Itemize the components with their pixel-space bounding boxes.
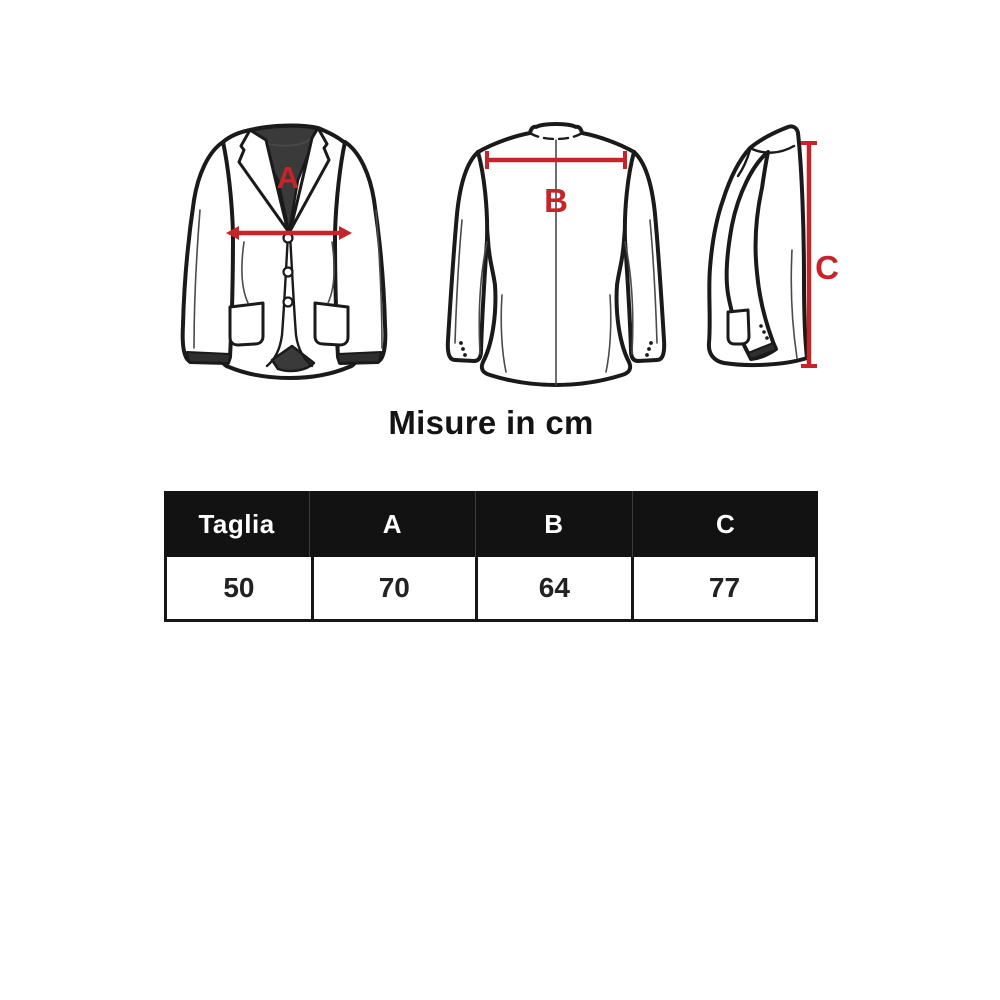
jacket-back-right-sleeve bbox=[625, 152, 664, 361]
jacket-front-right-cuff bbox=[338, 352, 381, 363]
header-cell-a: A bbox=[309, 491, 474, 557]
jacket-back-left-sleeve bbox=[448, 152, 487, 361]
jacket-back-view bbox=[430, 110, 695, 395]
header-cell-c: C bbox=[632, 491, 818, 557]
measure-label-a: A bbox=[276, 160, 300, 195]
measure-label-b: B bbox=[544, 182, 568, 219]
cuff-button bbox=[762, 330, 766, 334]
cell-a: 70 bbox=[311, 557, 475, 619]
button bbox=[284, 298, 293, 307]
cuff-button bbox=[647, 347, 651, 351]
cuff-button bbox=[645, 353, 649, 357]
cuff-button bbox=[463, 353, 467, 357]
header-cell-taglia: Taglia bbox=[198, 508, 275, 539]
jacket-front-left-sleeve bbox=[183, 142, 233, 363]
button bbox=[284, 268, 293, 277]
jacket-front-left-cuff bbox=[187, 352, 230, 363]
size-table bbox=[164, 491, 818, 622]
size-table-row bbox=[164, 557, 818, 622]
cell-taglia: 50 bbox=[223, 572, 255, 603]
cuff-button bbox=[649, 341, 653, 345]
jacket-front-left-pocket bbox=[230, 303, 263, 345]
cuff-button bbox=[759, 324, 763, 328]
cuff-button bbox=[461, 347, 465, 351]
cuff-button bbox=[765, 336, 769, 340]
header-cell-b: B bbox=[475, 491, 633, 557]
size-table-header bbox=[164, 491, 818, 557]
measure-label-c: C bbox=[815, 249, 839, 286]
page-title: Misure in cm bbox=[388, 404, 594, 441]
cell-c: 77 bbox=[631, 557, 815, 619]
jacket-front-right-pocket bbox=[315, 303, 348, 345]
jacket-side-view bbox=[690, 110, 845, 402]
cell-b: 64 bbox=[475, 557, 631, 619]
cuff-button bbox=[459, 341, 463, 345]
jacket-front-view bbox=[170, 110, 410, 395]
jacket-side-pocket bbox=[728, 310, 749, 344]
